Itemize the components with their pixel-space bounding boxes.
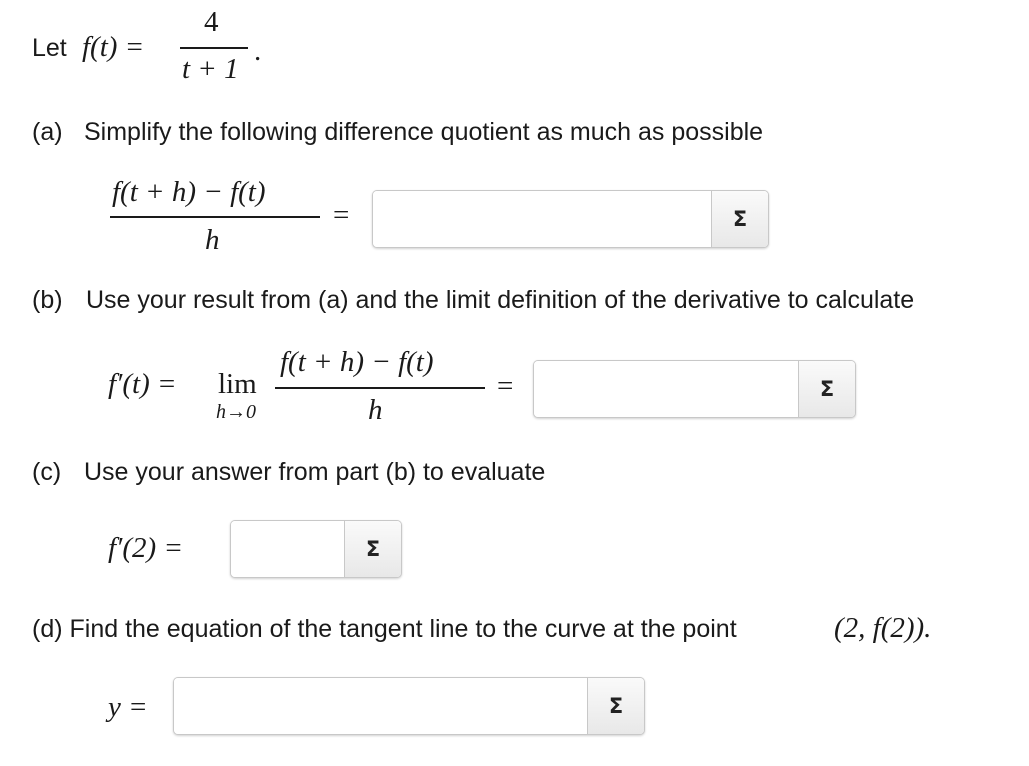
part-b-quotient-denominator: h	[368, 394, 383, 426]
part-a-answer-box	[372, 190, 769, 248]
part-d-instructions: (d) Find the equation of the tangent line to the curve at the point	[32, 615, 737, 643]
part-b-answer-input[interactable]	[534, 361, 798, 417]
part-c-sigma-button[interactable]	[344, 521, 401, 577]
part-a-label: (a)	[32, 118, 63, 146]
part-a-quotient-denominator: h	[205, 224, 220, 256]
part-b-equals: =	[497, 370, 514, 402]
part-c-answer-input[interactable]	[231, 521, 344, 577]
part-b-label: (b)	[32, 286, 63, 314]
part-d-sigma-button[interactable]	[587, 678, 644, 734]
part-b-quotient-numerator: f(t + h) − f(t)	[280, 346, 434, 378]
part-d-answer-box	[173, 677, 645, 735]
part-a-answer-input[interactable]	[373, 191, 711, 247]
part-b-lim: lim	[218, 368, 257, 400]
part-b-fraction-bar	[275, 387, 485, 389]
part-a-quotient-numerator: f(t + h) − f(t)	[112, 176, 266, 208]
sigma-icon: Σ	[732, 207, 748, 231]
part-c-label: (c)	[32, 458, 62, 486]
sigma-icon: Σ	[819, 377, 835, 401]
intro-period: .	[254, 35, 262, 67]
part-c-answer-box	[230, 520, 402, 578]
part-d-y-equals: y =	[108, 691, 148, 723]
sigma-icon: Σ	[608, 694, 624, 718]
part-d-point: (2, f(2)).	[834, 612, 932, 644]
intro-function-lhs: f(t) =	[82, 31, 145, 63]
part-d-answer-input[interactable]	[174, 678, 587, 734]
part-b-instructions: Use your result from (a) and the limit definition of the derivative to calculate	[86, 286, 915, 314]
part-a-sigma-button[interactable]	[711, 191, 768, 247]
intro-fraction-numerator: 4	[204, 6, 219, 38]
part-a-instructions: Simplify the following difference quotient as much as possible	[84, 118, 764, 146]
part-b-answer-box	[533, 360, 856, 418]
part-b-sigma-button[interactable]	[798, 361, 855, 417]
part-b-lim-subscript: h→0	[216, 401, 256, 423]
part-a-fraction-bar	[110, 216, 320, 218]
part-b-derivative-lhs: f′(t) =	[108, 368, 177, 400]
part-a-equals: =	[333, 199, 350, 231]
part-c-instructions: Use your answer from part (b) to evaluate	[84, 458, 546, 486]
intro-fraction-denominator: t + 1	[182, 53, 239, 85]
intro-fraction-bar	[180, 47, 248, 49]
intro-let-text: Let	[32, 34, 67, 62]
part-c-derivative-lhs: f′(2) =	[108, 532, 184, 564]
sigma-icon: Σ	[365, 537, 381, 561]
